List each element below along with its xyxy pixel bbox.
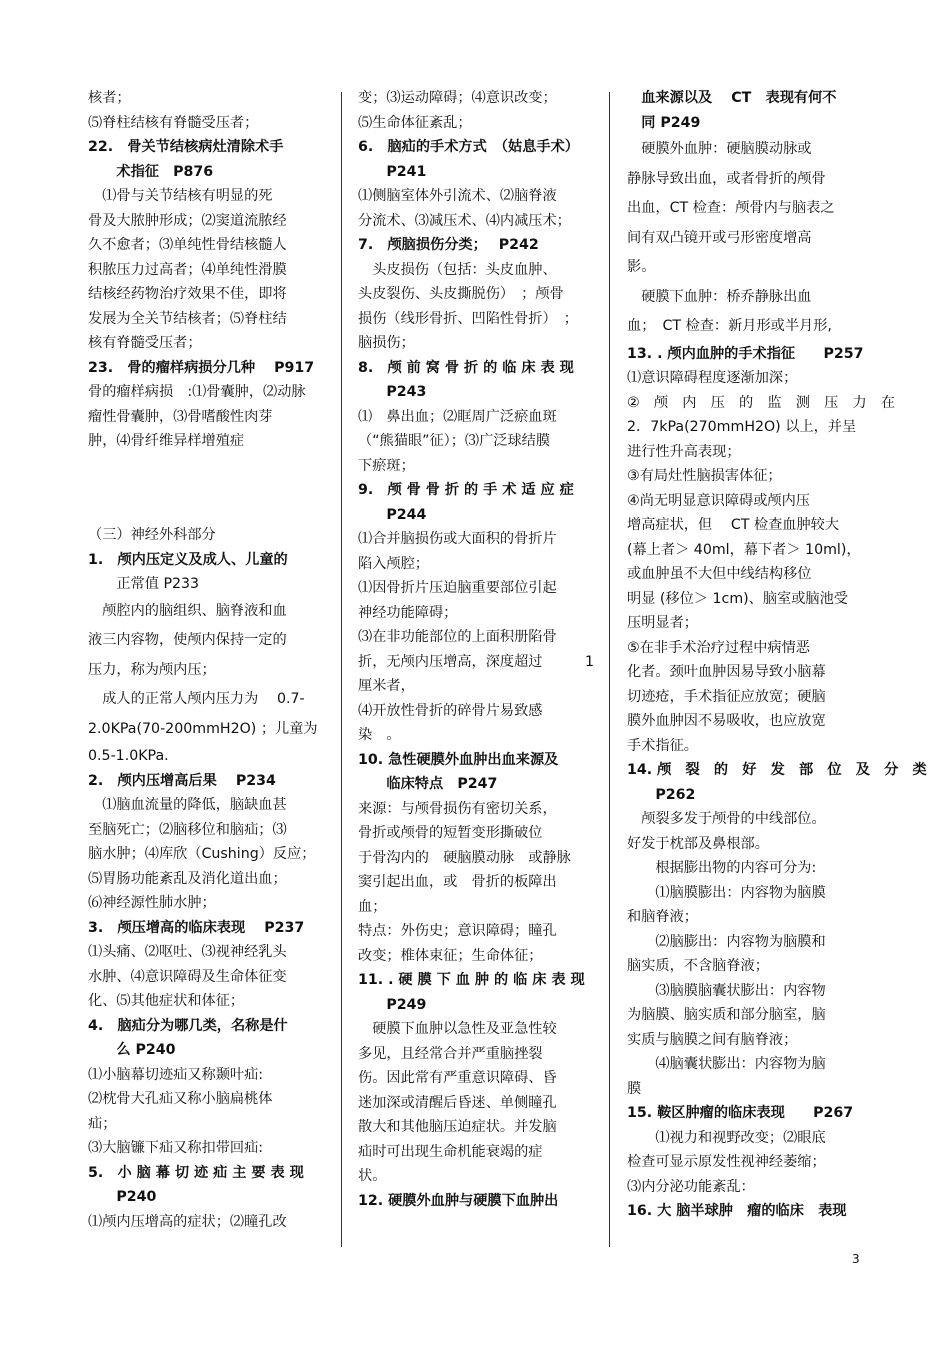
text-line: 2. 颅内压增高后果 P234 (88, 772, 276, 789)
text-line: 头皮损伤（包括：头皮血肿、 (358, 261, 557, 278)
text-line: 神经功能障碍； (358, 604, 458, 621)
text-line: P241 (358, 163, 427, 180)
text-line: 窦引起出血，或 骨折的板障出 (358, 874, 557, 890)
text-line: 正常值 P233 (88, 576, 200, 592)
text-line: 硬膜下血肿：桥乔静脉出血 (627, 288, 812, 305)
text-line: ④尚无明显意识障碍或颅内压 (627, 492, 810, 509)
text-line: 10. 急性硬膜外血肿出血来源及 (358, 751, 559, 768)
text-line: 水肿、⑷意识障碍及生命体征变 (88, 968, 287, 985)
text-line: ⑵脑膨出：内容物为脑膜和 (627, 933, 826, 950)
text-line: 进行性升高表现； (627, 443, 741, 460)
text-line: 5. 小 脑 幕 切 迹 疝 主 要 表 现 (88, 1164, 304, 1181)
text-line: 0.5-1.0KPa. (88, 748, 169, 764)
text-line: 么 P240 (88, 1042, 176, 1058)
text-line: 压明显者； (627, 615, 698, 631)
column-divider-right (609, 92, 610, 1247)
text-line: 膜 (627, 1080, 642, 1097)
text-line: ⑶大脑镰下疝又称扣带回疝: (88, 1140, 264, 1156)
text-line: 于骨沟内的 硬脑膜动脉 或静脉 (358, 849, 571, 866)
text-line: ⑴头痛、⑵呕吐、⑶视神经乳头 (88, 944, 287, 960)
text-line: P240 (88, 1189, 157, 1205)
text-line: 核有脊髓受压者； (88, 335, 202, 351)
text-line: 迷加深或清醒后昏迷、单侧瞳孔 (358, 1094, 557, 1111)
text-line: 16. 大 脑半球肿 瘤的临床 表现 (627, 1203, 847, 1219)
text-line: 状。 (358, 1168, 387, 1184)
text-line: ⑴颅内压增高的症状；⑵瞳孔改 (88, 1213, 287, 1230)
text-line: 至脑死亡；⑵脑移位和脑疝；⑶ (88, 821, 287, 838)
text-line: 疝时可出现生命机能衰竭的症 (358, 1143, 543, 1160)
text-line: 或血肿虽不大但中线结构移位 (627, 566, 812, 582)
text-line: 颅裂多发于颅骨的中线部位。 (627, 811, 826, 827)
text-line: 疝； (88, 1115, 117, 1132)
text-line: ⑶脑膜脑囊状膨出：内容物 (627, 982, 826, 999)
text-line: 2.0KPa(70-200mmH2O) ；儿童为 (88, 720, 318, 737)
text-line: ⑴脑膜膨出：内容物为脑膜 (627, 884, 826, 901)
text-line: 硬膜下血肿以急性及亚急性较 (358, 1021, 557, 1037)
text-line: 和脑脊液； (627, 909, 698, 925)
text-line: ⑴合并脑损伤或大面积的骨折片 (358, 531, 557, 547)
text-line: 核者； (88, 90, 131, 106)
text-line: 硬膜外血肿：硬脑膜动脉或 (627, 141, 812, 157)
text-line: 特点：外伤史；意识障碍；瞳孔 (358, 923, 557, 939)
text-line: 血来源以及 CT 表现有何不 (627, 90, 837, 106)
text-line: 伤。因此常有严重意识障碍、昏 (358, 1070, 557, 1086)
text-line: 血； (358, 898, 387, 915)
text-line: 切迹疮，手术指征应放宽；硬脑 (627, 688, 826, 705)
text-line: 4. 脑疝分为哪几类，名称是什 (88, 1017, 288, 1034)
text-line: ⑴因骨折片压迫脑重要部位引起 (358, 580, 557, 596)
text-line: 1. 颅内压定义及成人、儿童的 (88, 551, 288, 568)
text-line: ⑸脊柱结核有脊髓受压者； (88, 114, 259, 131)
text-line: ⑴脑血流量的降低，脑缺血甚 (88, 797, 287, 813)
text-line: ⑴ 鼻出血；⑵眶周广泛瘀血斑 (358, 408, 557, 425)
text-line: ⑶内分泌功能紊乱： (627, 1178, 755, 1195)
text-line: P243 (358, 384, 427, 400)
text-line: 为脑膜、脑实质和部分脑室，脑 (627, 1007, 826, 1023)
text-line: 骨折或颅骨的短暂变形撕破位 (358, 825, 543, 841)
text-line: ⑴小脑幕切迹疝又称颞叶疝: (88, 1066, 264, 1083)
text-line: 22. 骨关节结核病灶清除术手 (88, 139, 284, 155)
text-line: 临床特点 P247 (358, 776, 498, 792)
text-line: 9. 颅 骨 骨 折 的 手 术 适 应 症 (358, 482, 574, 498)
text-line: 脑水肿；⑷库欣（Cushing）反应； (88, 846, 316, 862)
text-line: 术指征 P876 (88, 163, 214, 180)
text-line: 化者。颈叶血肿因易导致小脑幕 (627, 664, 826, 680)
text-line: P262 (627, 786, 696, 803)
text-line: 2．7kPa(270mmH2O) 以上，并呈 (627, 419, 857, 435)
text-line: ⑸生命体征紊乱； (358, 114, 472, 131)
text-line: 血； CT 检查：新月形或半月形, (627, 318, 832, 334)
text-line: P244 (358, 506, 427, 523)
text-line: 染 。 (358, 727, 401, 743)
text-line: 12. 硬膜外血肿与硬膜下血肿出 (358, 1192, 559, 1209)
text-line: ⑷脑囊状膨出：内容物为脑 (627, 1056, 826, 1072)
text-line: (幕上者＞ 40ml，幕下者＞ 10ml)， (627, 541, 861, 558)
text-line: 陷入颅腔； (358, 555, 429, 572)
text-line: 根据膨出物的内容可分为: (627, 860, 817, 876)
text-line: 发展为全关节结核者；⑸脊柱结 (88, 310, 287, 327)
text-line: 明显 (移位＞ 1cm)、脑室或脑池受 (627, 590, 848, 607)
text-line: 3. 颅压增高的临床表现 P237 (88, 919, 305, 936)
text-line: 15. 鞍区肿瘤的临床表现 P267 (627, 1105, 854, 1121)
text-line: 化、⑸其他症状和体征； (88, 993, 245, 1009)
page-number: 3 (852, 1252, 860, 1266)
text-line: 久不愈者；⑶单纯性骨结核髓人 (88, 237, 287, 253)
text-line: P249 (358, 996, 427, 1013)
text-line: 同 P249 (627, 114, 701, 131)
text-line: （三）神经外科部分 (88, 527, 216, 543)
text-line: 脑损伤； (358, 335, 415, 351)
text-line: 好发于枕部及鼻根部。 (627, 835, 769, 852)
text-line: ⑴意识障碍程度逐渐加深； (627, 370, 798, 386)
text-line: ⑴骨与关节结核有明显的死 (88, 188, 273, 204)
text-line: ⑷开放性骨折的碎骨片易致感 (358, 702, 543, 719)
text-line (88, 499, 323, 524)
text-line: 13. . 颅内血肿的手术指征 P257 (627, 345, 864, 362)
text-line: 改变；椎体束征；生命体征； (358, 947, 543, 964)
text-line: 11. . 硬 膜 下 血 肿 的 临 床 表 现 (358, 972, 585, 988)
text-line: 骨的瘤样病损 :⑴骨囊肿，⑵动脉 (88, 384, 306, 400)
text-line: ⑹神经源性肺水肿； (88, 895, 216, 911)
text-line: 压力，称为颅内压； (88, 661, 216, 678)
column-divider-left (341, 92, 342, 1247)
text-line: 损伤（线形骨折、凹陷性骨折） ； (358, 310, 578, 327)
text-line: ⑶在非功能部位的上面积册陷骨 (358, 629, 557, 645)
column-middle (358, 86, 595, 1213)
text-line: 影。 (627, 259, 656, 275)
text-line: 头皮裂伤、头皮撕脱伤） ；颅骨 (358, 286, 564, 302)
text-line: 14. 颅 裂 的 好 发 部 位 及 分 类 (627, 762, 927, 778)
text-line: ③有局灶性脑损害体征； (627, 468, 782, 484)
text-line: 静脉导致出血，或者骨折的颅骨 (627, 170, 826, 187)
text-line: 分流术、⑶减压术、⑷内减压术； (358, 212, 571, 229)
text-line: 散大和其他脑压迫症状。并发脑 (358, 1119, 557, 1135)
text-line: 折，无颅内压增高，深度超过 1 (358, 653, 595, 670)
text-line: 23. 骨的瘤样病损分几种 P917 (88, 359, 315, 376)
text-line: 出血，CT 检查：颅骨内与脑表之 (627, 200, 835, 216)
text-line: 8. 颅 前 窝 骨 折 的 临 床 表 现 (358, 359, 574, 376)
text-line: 积脓压力过高者；⑷单纯性滑膜 (88, 261, 287, 278)
text-line: 成人的正常人颅内压力为 0.7- (88, 691, 305, 707)
text-line: 多见，且经常合并严重脑挫裂 (358, 1045, 543, 1062)
text-line: 液三内容物，使颅内保持一定的 (88, 632, 287, 648)
text-line: 实质与脑膜之间有脑脊液； (627, 1031, 798, 1048)
text-line: 骨及大脓肿形成；⑵窦道流脓经 (88, 212, 287, 229)
text-line: 间有双凸镜开或弓形密度增高 (627, 229, 812, 246)
column-left (88, 86, 323, 1234)
text-line: 肿，⑷骨纤维异样增殖症 (88, 433, 245, 449)
text-line: ⑸胃肠功能紊乱及消化道出血； (88, 870, 287, 887)
text-line: ⑤在非手术治疗过程中病情恶 (627, 639, 810, 656)
text-line: 变；⑶运动障碍；⑷意识改变； (358, 90, 557, 106)
column-right (627, 86, 927, 1224)
text-line: 6. 脑疝的手术方式 （姑息手术） (358, 139, 579, 155)
text-line (88, 454, 323, 499)
text-line: ⑴视力和视野改变；⑵眼底 (627, 1129, 826, 1146)
text-line: ⑵枕骨大孔疝又称小脑扁桃体 (88, 1091, 273, 1107)
text-line: 检查可显示原发性视神经萎缩； (627, 1154, 826, 1170)
text-line: ⑴侧脑室体外引流术、⑵脑脊液 (358, 188, 557, 204)
text-line: 厘米者， (358, 678, 415, 694)
text-line: 膜外血肿因不易吸收，也应放宽 (627, 713, 826, 729)
text-line: 手术指征。 (627, 737, 698, 754)
text-line: 颅腔内的脑组织、脑脊液和血 (88, 602, 287, 619)
text-line: 增高症状，但 CT 检查血肿较大 (627, 517, 840, 533)
text-line: 来源：与颅骨损伤有密切关系， (358, 800, 557, 817)
text-line: 瘤性骨囊肿，⑶骨嗜酸性肉芽 (88, 408, 273, 425)
text-line: 脑实质，不含脑脊液； (627, 958, 769, 974)
text-line: ② 颅 内 压 的 监 测 压 力 在 (627, 394, 896, 411)
text-line: （“熊猫眼”征）；⑶广泛球结膜 (358, 433, 551, 449)
text-line: 下瘀斑； (358, 457, 415, 474)
text-line: 7. 颅脑损伤分类； P242 (358, 237, 539, 253)
text-line: 结核经药物治疗效果不佳，即将 (88, 286, 287, 302)
